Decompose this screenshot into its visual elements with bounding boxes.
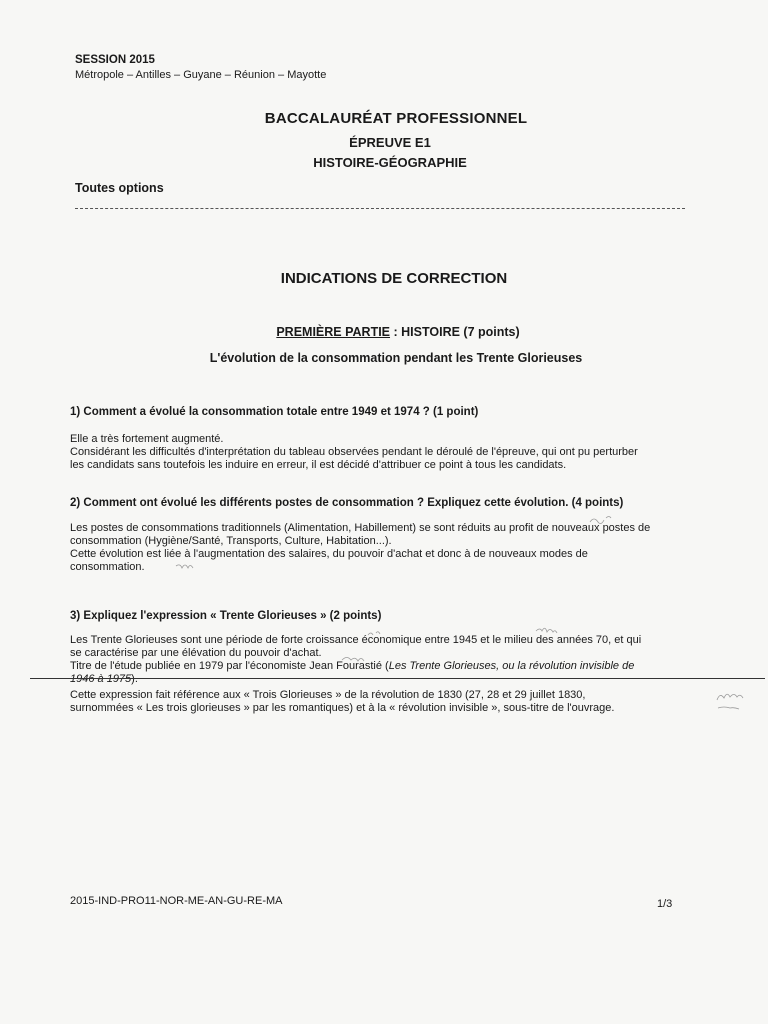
session-title: SESSION 2015 <box>75 54 155 66</box>
q3-line-1: Les Trente Glorieuses sont une période de forte croissance économique entre 1945 et le milieu des années 70, et qui <box>70 634 642 646</box>
q2-line-2: consommation (Hygiène/Santé, Transports, Culture, Habitation...). <box>70 535 392 547</box>
epreuve-title: ÉPREUVE E1 <box>349 135 431 150</box>
q2-line-3: Cette évolution est liée à l'augmentation des salaires, du pouvoir d'achat et donc à de nouveaux modes de <box>70 548 588 560</box>
q2-line-1: Les postes de consommations traditionnels (Alimentation, Habillement) se sont réduits au profit de nouveaux postes de <box>70 522 651 534</box>
document-code: 2015-IND-PRO11-NOR-ME-AN-GU-RE-MA <box>70 895 283 907</box>
book-title: Les Trente Glorieuses, ou la révolution invisible de <box>388 660 635 672</box>
q1-line-3: les candidats sans toutefois les induire en erreur, il est décidé d'attribuer ce point à tous les candidats. <box>70 459 567 471</box>
part-rest: : HISTOIRE (7 points) <box>390 325 520 339</box>
q3-line-3-text: Titre de l'étude publiée en 1979 par l'économiste Jean Fourastié ( <box>70 660 389 672</box>
part-theme: L'évolution de la consommation pendant les Trente Glorieuses <box>209 351 583 365</box>
options-label: Toutes options <box>75 181 164 195</box>
q1-line-2: Considérant les difficultés d'interprétation du tableau observées pendant le déroulé de l'épreuve, qui ont pu perturber <box>70 446 638 458</box>
q3-line-6: surnommées « Les trois glorieuses » par les romantiques) et à la « révolution invisible », sous-titre de l'ouvrage. <box>70 702 615 714</box>
question-2-heading: 2) Comment ont évolué les différents postes de consommation ? Expliquez cette évolution. (4 points) <box>70 497 624 509</box>
book-title-dates: 1946 à 1975 <box>70 673 132 685</box>
q3-line-5: Cette expression fait référence aux « Trois Glorieuses » de la révolution de 1830 (27, 28 et 29 juillet 1830, <box>70 689 586 701</box>
page-number: 1/3 <box>657 898 673 910</box>
q3-line-4-end: ). <box>131 673 138 685</box>
indications-title: INDICATIONS DE CORRECTION <box>280 270 508 287</box>
part-label: PREMIÈRE PARTIE <box>276 325 391 339</box>
subject-title: HISTOIRE-GÉOGRAPHIE <box>313 155 467 170</box>
q1-line-1: Elle a très fortement augmenté. <box>70 433 224 445</box>
q3-line-2: se caractérise par une élévation du pouvoir d'achat. <box>70 647 322 659</box>
exam-title: BACCALAURÉAT PROFESSIONNEL <box>264 110 528 127</box>
session-regions: Métropole – Antilles – Guyane – Réunion – Mayotte <box>75 69 327 81</box>
question-1-heading: 1) Comment a évolué la consommation totale entre 1949 et 1974 ? (1 point) <box>70 406 479 418</box>
q2-line-4: consommation. <box>70 561 145 573</box>
question-3-heading: 3) Expliquez l'expression « Trente Glorieuses » (2 points) <box>70 610 382 622</box>
